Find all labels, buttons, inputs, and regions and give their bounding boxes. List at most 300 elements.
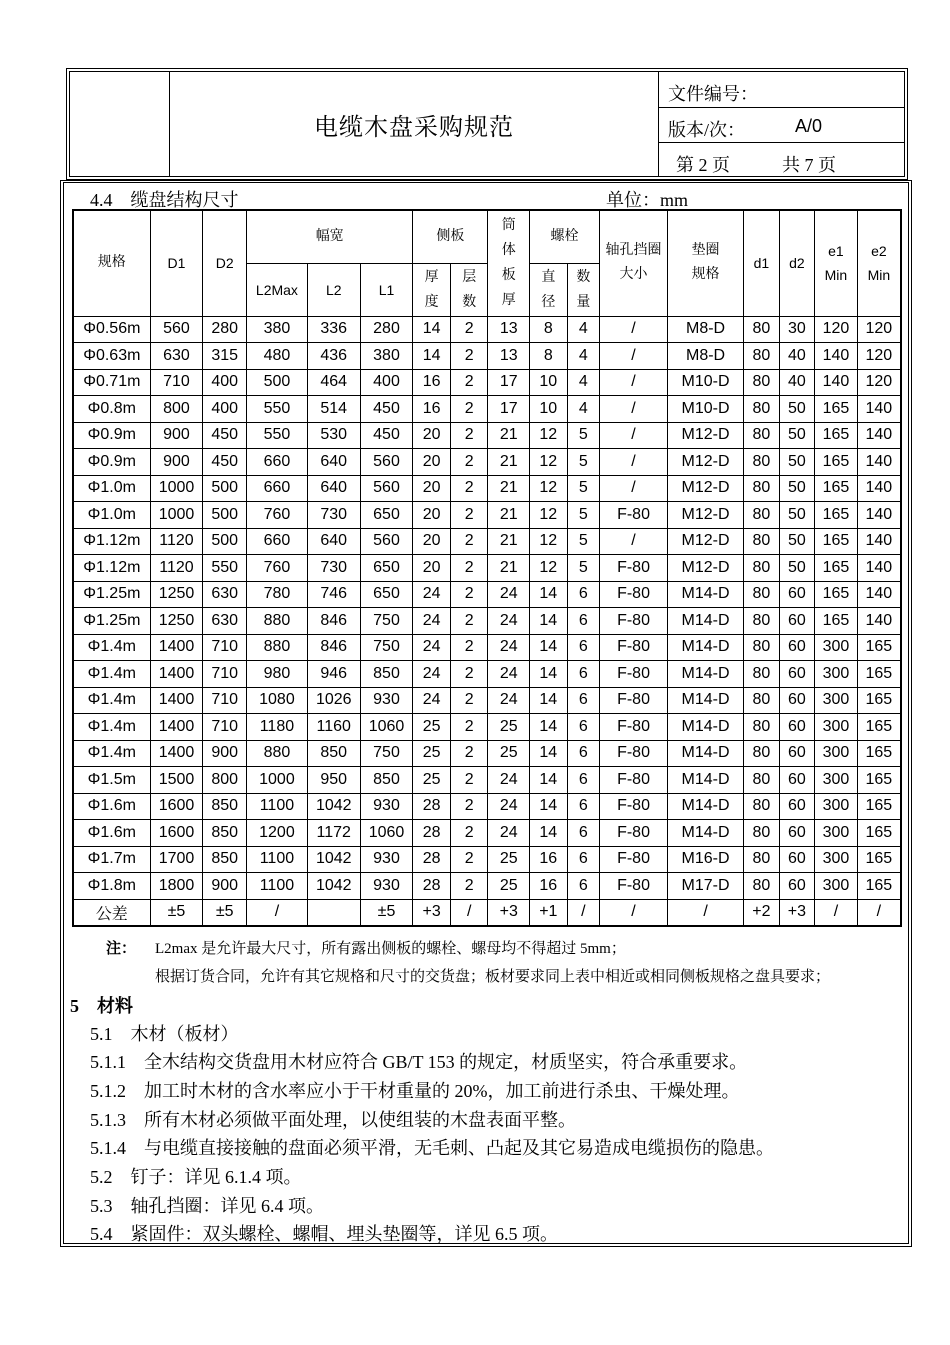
table-cell: 165 — [857, 846, 901, 873]
table-cell: 550 — [203, 555, 247, 582]
table-row — [73, 555, 901, 582]
table-cell: 165 — [815, 502, 858, 529]
table-row — [73, 475, 901, 502]
table-cell: 25 — [488, 846, 530, 873]
table-cell: 25 — [413, 714, 451, 741]
table-cell: 550 — [246, 396, 307, 423]
table-cell: 1400 — [150, 634, 203, 661]
table-cell: 710 — [150, 369, 203, 396]
table-cell: M12-D — [668, 555, 744, 582]
table-cell: 4 — [567, 343, 599, 370]
table-cell: 50 — [779, 449, 815, 476]
table-cell: 2 — [450, 820, 488, 847]
table-cell: 25 — [413, 767, 451, 794]
table-cell: M14-D — [668, 608, 744, 635]
table-cell: 50 — [779, 555, 815, 582]
table-cell: 630 — [150, 343, 203, 370]
table-cell: F-80 — [600, 820, 668, 847]
table-cell: ±5 — [203, 899, 247, 926]
table-cell: / — [567, 899, 599, 926]
th-thickness: 厚度 — [413, 263, 451, 316]
table-cell: Φ1.4m — [73, 740, 150, 767]
table-cell: M10-D — [668, 369, 744, 396]
table-cell: M14-D — [668, 581, 744, 608]
table-cell: +3 — [779, 899, 815, 926]
table-cell: 28 — [413, 873, 451, 900]
table-cell: 60 — [779, 634, 815, 661]
table-cell: Φ1.5m — [73, 767, 150, 794]
table-cell: 25 — [488, 873, 530, 900]
table-cell: 165 — [815, 528, 858, 555]
table-cell: 2 — [450, 422, 488, 449]
table-cell: 300 — [815, 793, 858, 820]
table-cell: 1100 — [246, 846, 307, 873]
table-cell: 140 — [815, 369, 858, 396]
table-cell: 24 — [413, 634, 451, 661]
table-cell: 50 — [779, 475, 815, 502]
table-cell: 710 — [203, 714, 247, 741]
table-cell: 12 — [530, 475, 568, 502]
table-cell: F-80 — [600, 581, 668, 608]
table-cell: 6 — [567, 793, 599, 820]
section-5-1-4: 5.1.4 与电缆直接接触的盘面必须平滑，无毛刺、凸起及其它易造成电缆损伤的隐患。 — [90, 1138, 774, 1158]
table-cell — [307, 899, 360, 926]
table-cell: 500 — [203, 502, 247, 529]
table-cell: 850 — [360, 767, 413, 794]
section-5-title: 5 材料 — [70, 996, 133, 1016]
table-cell: 450 — [360, 422, 413, 449]
table-cell: 280 — [203, 316, 247, 343]
table-cell: 1000 — [246, 767, 307, 794]
table-cell: 140 — [857, 396, 901, 423]
table-cell: 336 — [307, 316, 360, 343]
table-cell: 660 — [246, 528, 307, 555]
table-cell: 1500 — [150, 767, 203, 794]
page-total: 共 7 页 — [782, 155, 836, 175]
table-cell: 80 — [744, 343, 780, 370]
table-cell: 28 — [413, 793, 451, 820]
table-cell: 14 — [413, 343, 451, 370]
table-cell: +3 — [488, 899, 530, 926]
table-cell: 2 — [450, 767, 488, 794]
table-cell: 930 — [360, 873, 413, 900]
table-cell: 21 — [488, 528, 530, 555]
table-cell: 850 — [203, 793, 247, 820]
table-cell: 50 — [779, 502, 815, 529]
table-cell: 1700 — [150, 846, 203, 873]
table-cell: 2 — [450, 475, 488, 502]
table-cell: 2 — [450, 343, 488, 370]
table-cell: 24 — [488, 767, 530, 794]
table-cell: 14 — [530, 767, 568, 794]
table-cell: 530 — [307, 422, 360, 449]
table-cell: 900 — [203, 740, 247, 767]
table-cell: 946 — [307, 661, 360, 688]
table-cell: 24 — [488, 687, 530, 714]
table-cell: 850 — [203, 846, 247, 873]
table-cell: 6 — [567, 846, 599, 873]
table-cell: 6 — [567, 873, 599, 900]
table-cell: 930 — [360, 793, 413, 820]
table-cell: 165 — [857, 820, 901, 847]
table-cell: 640 — [307, 475, 360, 502]
table-cell: 1120 — [150, 528, 203, 555]
table-cell: 50 — [779, 422, 815, 449]
table-row — [73, 528, 901, 555]
section-5-1: 5.1 木材（板材） — [90, 1024, 239, 1044]
table-cell: 16 — [530, 873, 568, 900]
table-cell: 80 — [744, 873, 780, 900]
table-cell: Φ1.12m — [73, 555, 150, 582]
table-cell: 500 — [203, 528, 247, 555]
table-cell: 6 — [567, 740, 599, 767]
table-cell: 1026 — [307, 687, 360, 714]
table-cell: 900 — [150, 422, 203, 449]
table-cell: 660 — [246, 449, 307, 476]
version-value: A/0 — [795, 116, 823, 136]
table-cell: 2 — [450, 316, 488, 343]
table-cell: 300 — [815, 714, 858, 741]
note-label: 注： — [106, 941, 137, 957]
table-cell: 2 — [450, 634, 488, 661]
table-cell: 5 — [567, 502, 599, 529]
table-row — [73, 634, 901, 661]
table-cell: 2 — [450, 528, 488, 555]
table-cell: 780 — [246, 581, 307, 608]
table-cell: 17 — [488, 396, 530, 423]
table-cell: 1000 — [150, 502, 203, 529]
note-line-1: L2max 是允许最大尺寸，所有露出侧板的螺栓、螺母均不得超过 5mm； — [155, 941, 626, 957]
th-quantity: 数量 — [567, 263, 599, 316]
th-small-d1: d1 — [744, 210, 780, 316]
th-layers: 层数 — [450, 263, 488, 316]
table-cell: 80 — [744, 581, 780, 608]
table-cell: 5 — [567, 555, 599, 582]
table-cell: 13 — [488, 343, 530, 370]
table-cell: 24 — [413, 661, 451, 688]
table-cell: 2 — [450, 555, 488, 582]
table-cell: 2 — [450, 502, 488, 529]
table-cell: Φ1.8m — [73, 873, 150, 900]
table-cell: M14-D — [668, 714, 744, 741]
table-cell: 30 — [779, 316, 815, 343]
table-cell: 2 — [450, 608, 488, 635]
table-cell: / — [246, 899, 307, 926]
table-row — [73, 687, 901, 714]
table-cell: 2 — [450, 581, 488, 608]
table-cell: 2 — [450, 687, 488, 714]
table-cell: 280 — [360, 316, 413, 343]
table-cell: 1600 — [150, 793, 203, 820]
table-cell: 1400 — [150, 714, 203, 741]
table-cell: 12 — [530, 422, 568, 449]
table-cell: 1120 — [150, 555, 203, 582]
table-cell: 10 — [530, 396, 568, 423]
table-cell: 165 — [857, 740, 901, 767]
th-diameter: 直径 — [530, 263, 568, 316]
table-cell: 80 — [744, 767, 780, 794]
table-cell: 1100 — [246, 873, 307, 900]
table-cell: M14-D — [668, 687, 744, 714]
table-cell: M14-D — [668, 634, 744, 661]
table-cell: Φ1.4m — [73, 634, 150, 661]
table-cell: 5 — [567, 422, 599, 449]
table-cell: 6 — [567, 634, 599, 661]
table-cell: F-80 — [600, 661, 668, 688]
table-row — [73, 793, 901, 820]
table-cell: M12-D — [668, 422, 744, 449]
table-cell: 80 — [744, 846, 780, 873]
table-cell: 24 — [488, 581, 530, 608]
table-cell: 4 — [567, 396, 599, 423]
table-cell: 12 — [530, 528, 568, 555]
table-cell: 710 — [203, 634, 247, 661]
table-cell: Φ1.25m — [73, 581, 150, 608]
th-spec: 规格 — [73, 210, 150, 316]
table-cell: 1400 — [150, 740, 203, 767]
table-cell: 2 — [450, 873, 488, 900]
table-cell: / — [600, 475, 668, 502]
table-cell: 21 — [488, 475, 530, 502]
table-row — [73, 873, 901, 900]
table-row — [73, 581, 901, 608]
table-cell: M16-D — [668, 846, 744, 873]
table-cell: 1060 — [360, 714, 413, 741]
table-cell: 165 — [857, 767, 901, 794]
table-cell: M14-D — [668, 793, 744, 820]
table-cell: 300 — [815, 740, 858, 767]
table-row — [73, 343, 901, 370]
table-cell: 60 — [779, 767, 815, 794]
table-cell: 1000 — [150, 475, 203, 502]
table-cell: 450 — [360, 396, 413, 423]
table-cell: 60 — [779, 687, 815, 714]
table-row — [73, 899, 901, 926]
section-5-1-3: 5.1.3 所有木材必须做平面处理，以使组装的木盘表面平整。 — [90, 1110, 576, 1130]
table-cell: 165 — [857, 793, 901, 820]
table-row — [73, 740, 901, 767]
table-cell: 6 — [567, 820, 599, 847]
table-cell: 1080 — [246, 687, 307, 714]
table-cell: 846 — [307, 608, 360, 635]
table-cell: 60 — [779, 714, 815, 741]
table-cell: Φ1.12m — [73, 528, 150, 555]
table-cell: 1600 — [150, 820, 203, 847]
table-cell: 80 — [744, 555, 780, 582]
table-cell: 60 — [779, 581, 815, 608]
table-cell: 1250 — [150, 581, 203, 608]
table-cell: 40 — [779, 369, 815, 396]
table-cell: F-80 — [600, 634, 668, 661]
table-cell: 20 — [413, 502, 451, 529]
table-cell: 930 — [360, 687, 413, 714]
table-cell: 24 — [413, 608, 451, 635]
table-cell: 120 — [857, 369, 901, 396]
table-cell: 560 — [360, 449, 413, 476]
table-cell: 1250 — [150, 608, 203, 635]
table-row — [73, 846, 901, 873]
table-cell: / — [600, 343, 668, 370]
table-cell: 6 — [567, 661, 599, 688]
table-cell: M17-D — [668, 873, 744, 900]
table-cell: +2 — [744, 899, 780, 926]
table-cell: 1800 — [150, 873, 203, 900]
section-5-4: 5.4 紧固件：双头螺栓、螺帽、埋头垫圈等，详见 6.5 项。 — [90, 1224, 558, 1244]
table-cell: F-80 — [600, 608, 668, 635]
table-cell: 1100 — [246, 793, 307, 820]
table-cell: 80 — [744, 793, 780, 820]
table-cell: 436 — [307, 343, 360, 370]
table-cell: 80 — [744, 740, 780, 767]
table-cell: 750 — [360, 740, 413, 767]
table-cell: 140 — [857, 581, 901, 608]
table-cell: 630 — [203, 608, 247, 635]
table-cell: 80 — [744, 714, 780, 741]
table-cell: F-80 — [600, 873, 668, 900]
table-cell: F-80 — [600, 846, 668, 873]
table-cell: 2 — [450, 449, 488, 476]
table-cell: 980 — [246, 661, 307, 688]
table-cell: 480 — [246, 343, 307, 370]
table-row — [73, 502, 901, 529]
table-cell: 50 — [779, 396, 815, 423]
version-label: 版本/次： — [668, 120, 746, 140]
table-cell: 12 — [530, 502, 568, 529]
table-cell: 300 — [815, 846, 858, 873]
table-cell: F-80 — [600, 555, 668, 582]
table-cell: Φ1.25m — [73, 608, 150, 635]
table-cell: 60 — [779, 608, 815, 635]
table-cell: 28 — [413, 820, 451, 847]
table-cell: 21 — [488, 555, 530, 582]
table-cell: 14 — [530, 740, 568, 767]
table-cell: 140 — [857, 555, 901, 582]
table-cell: Φ0.63m — [73, 343, 150, 370]
table-cell: 60 — [779, 740, 815, 767]
table-cell: 1172 — [307, 820, 360, 847]
table-cell: 40 — [779, 343, 815, 370]
spec-table — [72, 209, 902, 927]
table-cell: 10 — [530, 369, 568, 396]
doc-number-label: 文件编号： — [668, 84, 758, 104]
th-side-plate: 侧板 — [413, 210, 488, 263]
table-cell: 2 — [450, 846, 488, 873]
table-cell: 4 — [567, 316, 599, 343]
table-cell: 1042 — [307, 846, 360, 873]
table-cell: 710 — [203, 661, 247, 688]
unit-label: 单位：mm — [606, 190, 689, 210]
table-cell: 1400 — [150, 661, 203, 688]
table-cell: 560 — [360, 475, 413, 502]
table-cell: 640 — [307, 449, 360, 476]
table-row — [73, 316, 901, 343]
table-cell: M14-D — [668, 767, 744, 794]
note-line-2: 根据订货合同，允许有其它规格和尺寸的交货盘；板材要求同上表中相近或相同侧板规格之盘具要求； — [155, 969, 831, 985]
table-cell: 730 — [307, 502, 360, 529]
table-cell: +3 — [413, 899, 451, 926]
table-cell: 800 — [150, 396, 203, 423]
table-cell: / — [600, 899, 668, 926]
table-cell: 660 — [246, 475, 307, 502]
table-cell: 300 — [815, 820, 858, 847]
table-cell: 710 — [203, 687, 247, 714]
section-5-1-1: 5.1.1 全木结构交货盘用木材应符合 GB/T 153 的规定，材质坚实，符合承重要求。 — [90, 1052, 748, 1072]
table-cell: 14 — [530, 581, 568, 608]
table-cell: M12-D — [668, 449, 744, 476]
table-cell: 550 — [246, 422, 307, 449]
table-cell: 6 — [567, 687, 599, 714]
table-cell: 50 — [779, 528, 815, 555]
th-barrel-thickness: 筒体板厚 — [488, 210, 530, 316]
table-cell: 165 — [857, 634, 901, 661]
table-cell: 514 — [307, 396, 360, 423]
table-cell: 60 — [779, 820, 815, 847]
table-cell: 16 — [530, 846, 568, 873]
table-cell: Φ0.71m — [73, 369, 150, 396]
table-cell: F-80 — [600, 740, 668, 767]
table-cell: M12-D — [668, 528, 744, 555]
table-cell: 730 — [307, 555, 360, 582]
table-cell: 140 — [857, 608, 901, 635]
table-cell: 165 — [815, 555, 858, 582]
table-cell: Φ0.9m — [73, 449, 150, 476]
table-cell: M10-D — [668, 396, 744, 423]
table-cell: 400 — [203, 369, 247, 396]
table-cell: 650 — [360, 555, 413, 582]
table-cell: 165 — [815, 608, 858, 635]
table-cell: 20 — [413, 475, 451, 502]
table-cell: 650 — [360, 581, 413, 608]
table-cell: 24 — [488, 608, 530, 635]
table-cell: 850 — [307, 740, 360, 767]
table-cell: 80 — [744, 661, 780, 688]
table-cell: 60 — [779, 661, 815, 688]
table-cell: 60 — [779, 846, 815, 873]
table-cell: 25 — [413, 740, 451, 767]
table-cell: 560 — [360, 528, 413, 555]
table-cell: 80 — [744, 475, 780, 502]
table-cell: / — [668, 899, 744, 926]
table-cell: 300 — [815, 767, 858, 794]
table-cell: Φ0.8m — [73, 396, 150, 423]
table-cell: 140 — [857, 475, 901, 502]
table-cell: 1042 — [307, 873, 360, 900]
table-row — [73, 820, 901, 847]
table-cell: 165 — [857, 873, 901, 900]
table-cell: 900 — [150, 449, 203, 476]
th-l2: L2 — [307, 263, 360, 316]
table-cell: 2 — [450, 396, 488, 423]
th-washer-spec: 垫圈规格 — [668, 210, 744, 316]
table-cell: 1180 — [246, 714, 307, 741]
th-small-d2: d2 — [779, 210, 815, 316]
table-cell: 6 — [567, 581, 599, 608]
section-5-1-2: 5.1.2 加工时木材的含水率应小于干材重量的 20%，加工前进行杀虫、干燥处理。 — [90, 1081, 740, 1101]
table-cell: 120 — [815, 316, 858, 343]
table-cell: 5 — [567, 475, 599, 502]
table-cell: 20 — [413, 449, 451, 476]
table-cell: 165 — [815, 449, 858, 476]
table-row — [73, 369, 901, 396]
table-cell: 14 — [530, 687, 568, 714]
table-cell: M14-D — [668, 740, 744, 767]
table-cell: 650 — [360, 502, 413, 529]
table-cell: 165 — [815, 581, 858, 608]
table-cell: 900 — [203, 873, 247, 900]
header-divider-right — [658, 71, 659, 177]
table-cell: F-80 — [600, 767, 668, 794]
table-cell: ±5 — [360, 899, 413, 926]
